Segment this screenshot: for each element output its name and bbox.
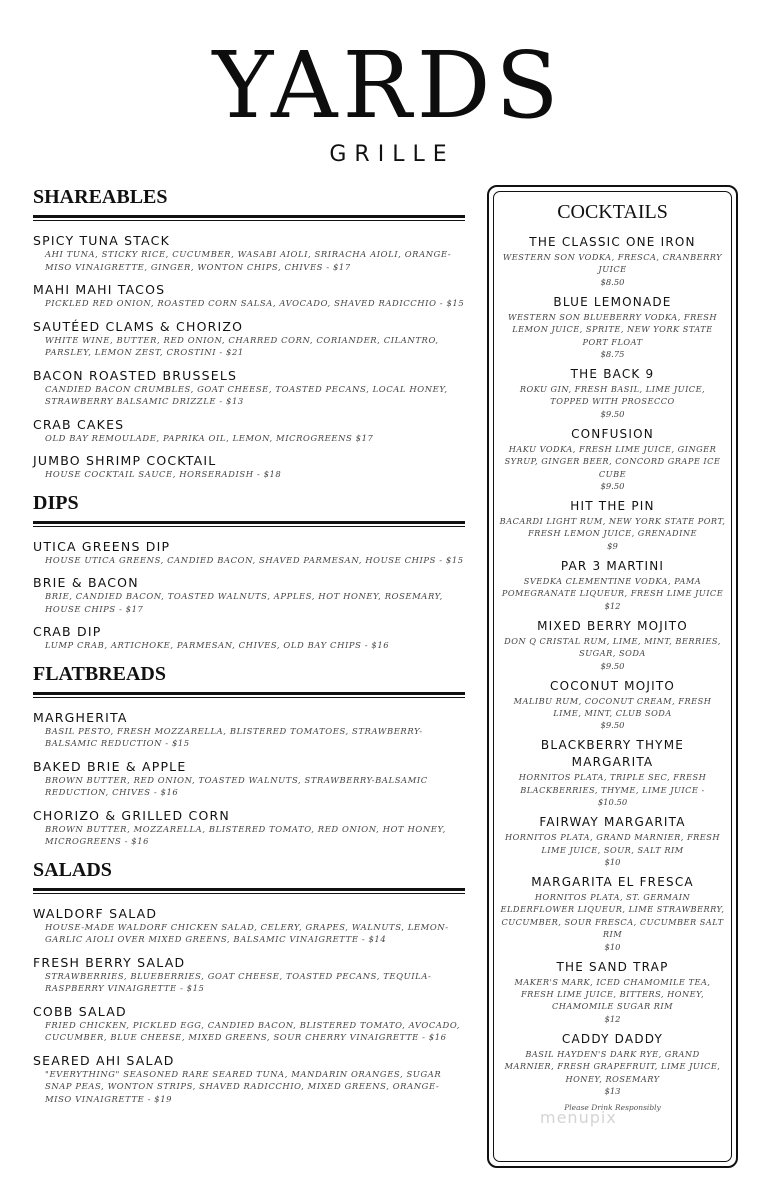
menu-item: [33, 808, 465, 848]
item-description: WHITE WINE, BUTTER, RED ONION, CHARRED CORN, CORIANDER, CILANTRO, PARSLEY, LEMON ZEST, CROSTINI - $21: [45, 334, 439, 357]
item-name: BRIE & BACON: [33, 575, 139, 590]
cocktail-price: $9.50: [600, 408, 625, 419]
cocktail-price: $10.50: [597, 797, 628, 808]
cocktail-price: $9: [607, 540, 618, 551]
item-description: HOUSE-MADE WALDORF CHICKEN SALAD, CELERY, GRAPES, WALNUTS, LEMON-GARLIC AIOLI OVER MIXED GREENS, BALSAMIC VINAIGRETTE - $14: [45, 921, 449, 944]
item-description: FRIED CHICKEN, PICKLED EGG, CANDIED BACON, BLISTERED TOMATO, AVOCADO, CUCUMBER, BLUE CHEESE, MIXED GREENS, SOUR CHERRY VINAIGRETTE - $16: [45, 1019, 461, 1042]
cocktail-item: [499, 618, 726, 672]
menu-item: [33, 539, 465, 567]
cocktail-price: $12: [604, 600, 621, 611]
watermark: menupix: [540, 1108, 617, 1127]
section-title: SALADS: [33, 858, 112, 881]
menu-item: [33, 1004, 465, 1044]
menu-item: [33, 417, 465, 445]
section-divider: [33, 215, 465, 221]
cocktail-name: BLUE LEMONADE: [553, 294, 672, 309]
menu-item: [33, 319, 465, 359]
item-description: CANDIED BACON CRUMBLES, GOAT CHEESE, TOASTED PECANS, LOCAL HONEY, STRAWBERRY BALSAMIC DRIZZLE - $13: [45, 383, 448, 406]
section-flatbreads: [33, 662, 465, 848]
item-description: STRAWBERRIES, BLUEBERRIES, GOAT CHEESE, TOASTED PECANS, TEQUILA-RASPBERRY VINAIGRETTE - $15: [45, 970, 432, 993]
cocktail-price: $12: [604, 1013, 621, 1024]
cocktail-name: COCONUT MOJITO: [549, 678, 675, 693]
item-name: SEARED AHI SALAD: [33, 1052, 175, 1068]
menu-item: [33, 1053, 465, 1106]
cocktail-description: SVEDKA CLEMENTINE VODKA, PAMA POMEGRANATE LIQUEUR, FRESH LIME JUICE: [501, 575, 724, 599]
cocktail-price: $10: [604, 941, 621, 952]
item-name: JUMBO SHRIMP COCKTAIL: [33, 453, 217, 468]
cocktail-price: $13: [604, 1086, 621, 1096]
cocktail-name: MIXED BERRY MOJITO: [537, 618, 688, 633]
item-description: OLD BAY REMOULADE, PAPRIKA OIL, LEMON, MICROGREENS $17: [45, 432, 374, 443]
responsibility-note: Please Drink Responsibly: [564, 1103, 661, 1112]
item-description: HOUSE UTICA GREENS, CANDIED BACON, SHAVED PARMESAN, HOUSE CHIPS - $15: [45, 554, 464, 565]
section-divider: [33, 521, 465, 527]
section-title: DIPS: [33, 491, 79, 514]
menu-item: [33, 453, 465, 481]
item-name: SAUTÉED CLAMS & CHORIZO: [33, 318, 244, 334]
cocktail-item: [499, 234, 726, 288]
cocktail-name: PAR 3 MARTINI: [560, 558, 665, 573]
cocktail-description: WESTERN SON VODKA, FRESCA, CRANBERRY JUICE: [502, 252, 723, 275]
item-name: CHORIZO & GRILLED CORN: [33, 807, 230, 823]
section-divider: [33, 692, 465, 698]
cocktails-title: COCKTAILS: [557, 201, 668, 223]
cocktail-item: [499, 959, 726, 1025]
cocktail-item: [499, 366, 726, 420]
item-name: BAKED BRIE & APPLE: [33, 758, 187, 774]
cocktail-name: CONFUSION: [571, 426, 654, 441]
cocktail-description: HORNITOS PLATA, GRAND MARNIER, FRESH LIME JUICE, SOUR, SALT RIM: [504, 832, 721, 855]
cocktail-item: [499, 737, 726, 808]
cocktail-item: [499, 814, 726, 868]
section-title: SHAREABLES: [33, 186, 168, 208]
item-name: CRAB CAKES: [33, 416, 125, 432]
item-description: "EVERYTHING" SEASONED RARE SEARED TUNA, MANDARIN ORANGES, SUGAR SNAP PEAS, WONTON STRIPS, SHAVED RADICCHIO, MIXED GREENS, ORANGE-MISO VINAIGRETTE - $19: [45, 1068, 442, 1104]
menu-item: [33, 710, 465, 750]
cocktail-name: THE SAND TRAP: [556, 959, 669, 974]
brand-subtitle: GRILLE: [329, 142, 455, 167]
section-shareables: [33, 185, 465, 481]
section-salads: [33, 858, 465, 1106]
section-divider: [33, 888, 465, 894]
cocktail-name: MARGARITA EL FRESCA: [531, 874, 694, 889]
cocktail-name: THE BACK 9: [570, 367, 655, 382]
cocktail-description: ROKU GIN, FRESH BASIL, LIME JUICE, TOPPED WITH PROSECCO: [519, 384, 706, 407]
cocktail-description: MALIBU RUM, COCONUT CREAM, FRESH LIME, MINT, CLUB SODA: [513, 695, 712, 718]
cocktail-name: FAIRWAY MARGARITA: [539, 815, 686, 830]
cocktails-panel: [487, 185, 738, 1168]
cocktail-item: [499, 1031, 726, 1097]
section-dips: [33, 491, 465, 652]
section-title: FLATBREADS: [33, 662, 166, 685]
item-description: AHI TUNA, STICKY RICE, CUCUMBER, WASABI AIOLI, SRIRACHA AIOLI, ORANGE-MISO VINAIGRETTE, GINGER, WONTON CHIPS, CHIVES - $17: [45, 249, 452, 272]
item-name: CRAB DIP: [33, 624, 102, 639]
cocktail-description: WESTERN SON BLUEBERRY VODKA, FRESH LEMON JUICE, SPRITE, NEW YORK STATE PORT FLOAT: [508, 311, 717, 347]
item-name: UTICA GREENS DIP: [33, 538, 171, 554]
menu-item: [33, 233, 465, 273]
cocktail-price: $9.50: [600, 660, 625, 671]
cocktail-price: $8.75: [600, 349, 625, 360]
menu-item: [33, 282, 465, 310]
item-name: WALDORF SALAD: [33, 905, 158, 921]
food-menu: [33, 185, 465, 1115]
menu-item: [33, 624, 465, 652]
cocktail-item: [499, 678, 726, 732]
cocktail-item: [499, 498, 726, 552]
item-description: LUMP CRAB, ARTICHOKE, PARMESAN, CHIVES, OLD BAY CHIPS - $16: [45, 640, 390, 650]
cocktail-description: BASIL HAYDEN'S DARK RYE, GRAND MARNIER, FRESH GRAPEFRUIT, LIME JUICE, HONEY, ROSEMARY: [504, 1048, 721, 1084]
item-name: COBB SALAD: [33, 1003, 127, 1019]
cocktail-price: $8.50: [600, 276, 625, 287]
item-description: BROWN BUTTER, RED ONION, TOASTED WALNUTS, STRAWBERRY-BALSAMIC REDUCTION, CHIVES - $16: [45, 774, 428, 797]
cocktail-price: $9.50: [600, 720, 625, 731]
item-name: BACON ROASTED BRUSSELS: [33, 367, 238, 383]
brand-logo: YARDS: [212, 32, 564, 139]
cocktail-name: HIT THE PIN: [570, 499, 655, 514]
item-description: HOUSE COCKTAIL SAUCE, HORSERADISH - $18: [45, 469, 282, 479]
menu-item: [33, 575, 465, 615]
cocktail-description: BACARDI LIGHT RUM, NEW YORK STATE PORT, FRESH LEMON JUICE, GRENADINE: [499, 516, 726, 539]
cocktails-list: [499, 201, 726, 1112]
menu-item: [33, 759, 465, 799]
cocktail-price: $9.50: [600, 481, 625, 492]
item-name: MARGHERITA: [33, 709, 128, 725]
cocktail-description: HORNITOS PLATA, TRIPLE SEC, FRESH BLACKBERRIES, THYME, LIME JUICE -: [518, 772, 707, 795]
cocktail-name: BLACKBERRY THYME MARGARITA: [540, 738, 685, 770]
cocktail-description: HORNITOS PLATA, ST. GERMAIN ELDERFLOWER LIQUEUR, LIME STRAWBERRY, CUCUMBER, SOUR FRESCA, CUCUMBER SALT RIM: [500, 891, 725, 940]
cocktail-description: DON Q CRISTAL RUM, LIME, MINT, BERRIES, SUGAR, SODA: [504, 635, 721, 659]
cocktail-price: $10: [604, 856, 621, 867]
item-name: FRESH BERRY SALAD: [33, 954, 186, 970]
item-name: MAHI MAHI TACOS: [33, 282, 166, 297]
item-description: BROWN BUTTER, MOZZARELLA, BLISTERED TOMATO, RED ONION, HOT HONEY, MICROGREENS - $16: [45, 823, 446, 846]
menu-item: [33, 906, 465, 946]
cocktail-item: [499, 426, 726, 492]
item-description: BRIE, CANDIED BACON, TOASTED WALNUTS, APPLES, HOT HONEY, ROSEMARY, HOUSE CHIPS - $17: [45, 591, 443, 614]
cocktail-name: THE CLASSIC ONE IRON: [529, 235, 696, 249]
menu-item: [33, 368, 465, 408]
cocktail-item: [499, 294, 726, 360]
item-description: BASIL PESTO, FRESH MOZZARELLA, BLISTERED TOMATOES, STRAWBERRY-BALSAMIC REDUCTION - $15: [45, 725, 423, 748]
cocktail-item: [499, 558, 726, 612]
cocktail-description: MAKER'S MARK, ICED CHAMOMILE TEA, FRESH LIME JUICE, BITTERS, HONEY, CHAMOMILE SUGAR RIM: [514, 976, 711, 1012]
cocktail-name: CADDY DADDY: [561, 1031, 664, 1046]
cocktail-item: [499, 874, 726, 953]
item-name: SPICY TUNA STACK: [33, 233, 170, 248]
cocktail-description: HAKU VODKA, FRESH LIME JUICE, GINGER SYRUP, GINGER BEER, CONCORD GRAPE ICE CUBE: [504, 443, 721, 479]
menu-item: [33, 955, 465, 995]
item-description: PICKLED RED ONION, ROASTED CORN SALSA, AVOCADO, SHAVED RADICCHIO - $15: [45, 298, 465, 308]
